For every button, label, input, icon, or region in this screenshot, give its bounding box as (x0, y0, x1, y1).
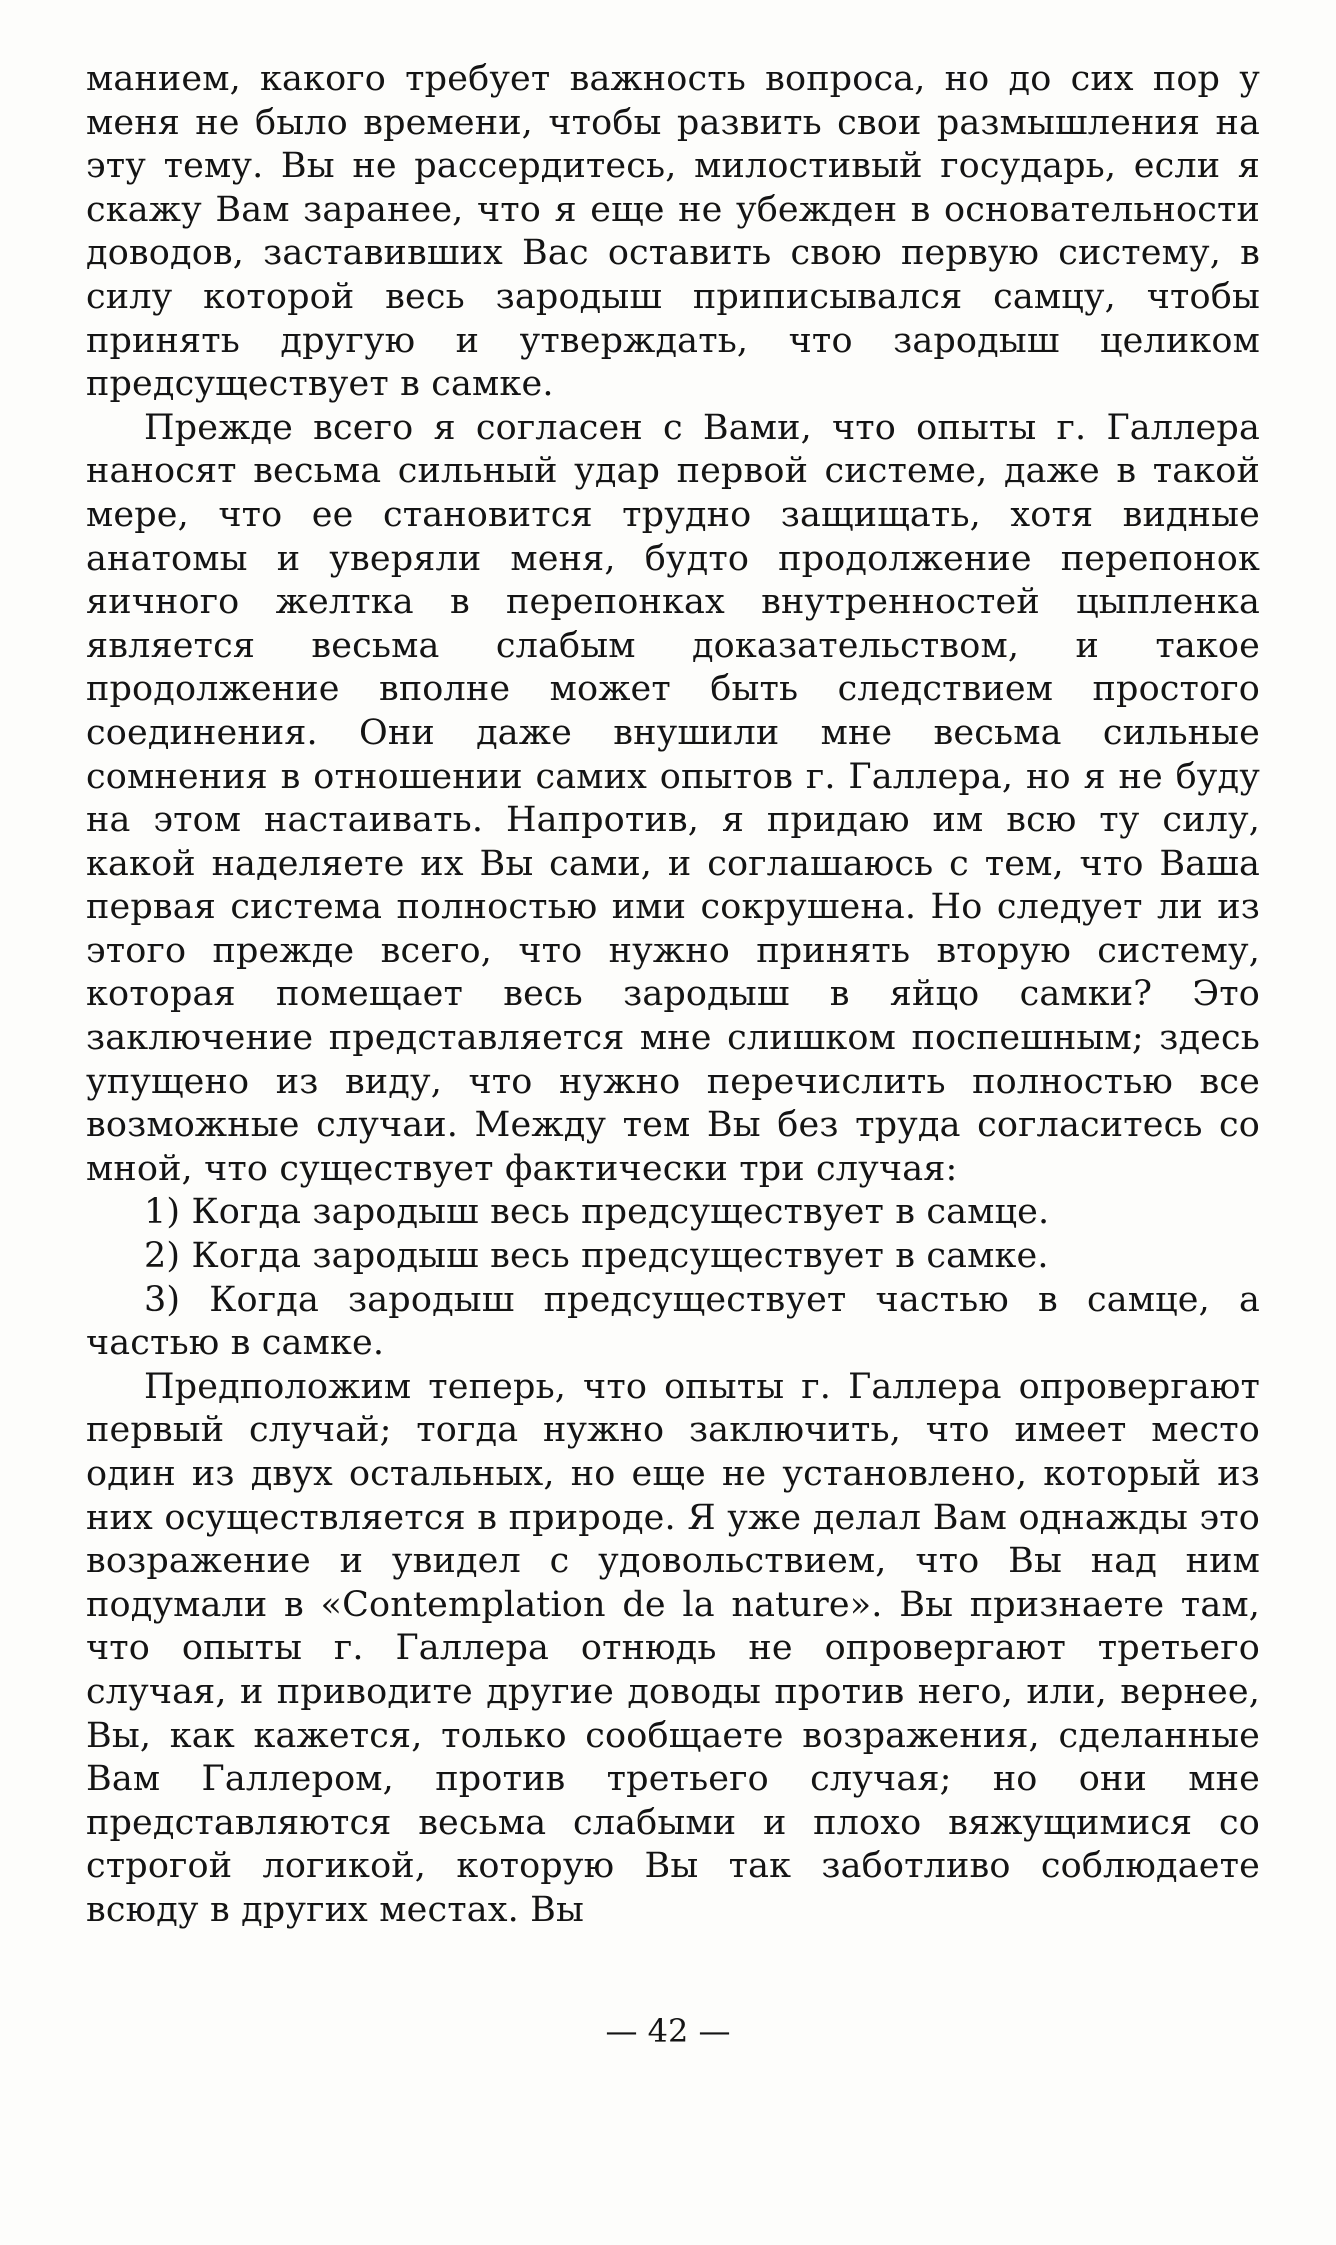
page-number: — 42 — (605, 2012, 731, 2050)
case-item-2: 2) Когда зародыш весь предсуществует в самке. (144, 1236, 1049, 1277)
paragraph-2: Прежде всего я согласен с Вами, что опыты г. Галлера наносят весьма сильный удар первой системе, даже в такой мере, что ее становится трудно защищать, хотя видные анатомы и уверяли меня, будто продолжение перепонок яичного желтка в перепонках внутренностей цыпленка является весьма слабым доказательством, и такое продолжение вполне может быть следствием простого соединения. Они даже внушили мне весьма сильные сомнения в отношении самих опытов г. Галлера, но я не буду на этом настаивать. Напротив, я придаю им всю ту силу, какой наделяете их Вы сами, и соглашаюсь с тем, что Ваша первая система полностью ими сокрушена. Но следует ли из этого прежде всего, что нужно принять вторую систему, которая помещает весь зародыш в яйцо самки? Это заключение представляется мне слишком поспешным; здесь упущено из виду, что нужно перечислить полностью все возможные случаи. Между тем Вы без труда согласитесь со мной, что существует фактически три случая: (86, 407, 1260, 1189)
paragraph-1: манием, какого требует важность вопроса, но до сих пор у меня не было времени, чтобы развить свои размышления на эту тему. Вы не рассердитесь, милостивый государь, если я скажу Вам заранее, что я еще не убежден в основательности доводов, заставивших Вас оставить свою первую систему, в силу которой весь зародыш приписывался самцу, чтобы принять другую и утверждать, что зародыш целиком предсуществует в самке. (86, 59, 1260, 405)
case-item-1: 1) Когда зародыш весь предсуществует в самце. (144, 1192, 1050, 1233)
paragraph-3: Предположим теперь, что опыты г. Галлера опровергают первый случай; тогда нужно заключить, что имеет место один из двух остальных, но еще не установлено, который из них осуществляется в природе. Я уже делал Вам однажды это возражение и увидел с удовольствием, что Вы над ним подумали в «Contemplation de la nature». Вы признаете там, что опыты г. Галлера отнюдь не опровергают третьего случая, и приводите другие доводы против него, или, вернее, Вы, как кажется, только сообщаете возражения, сделанные Вам Галлером, против третьего случая; но они мне представляются весьма слабыми и плохо вяжущимися со строгой логикой, которую Вы так заботливо соблюдаете всюду в других местах. Вы (86, 1366, 1260, 1930)
body-text (86, 58, 1260, 1933)
case-item-3: 3) Когда зародыш предсуществует частью в самце, а частью в самке. (86, 1279, 1260, 1364)
